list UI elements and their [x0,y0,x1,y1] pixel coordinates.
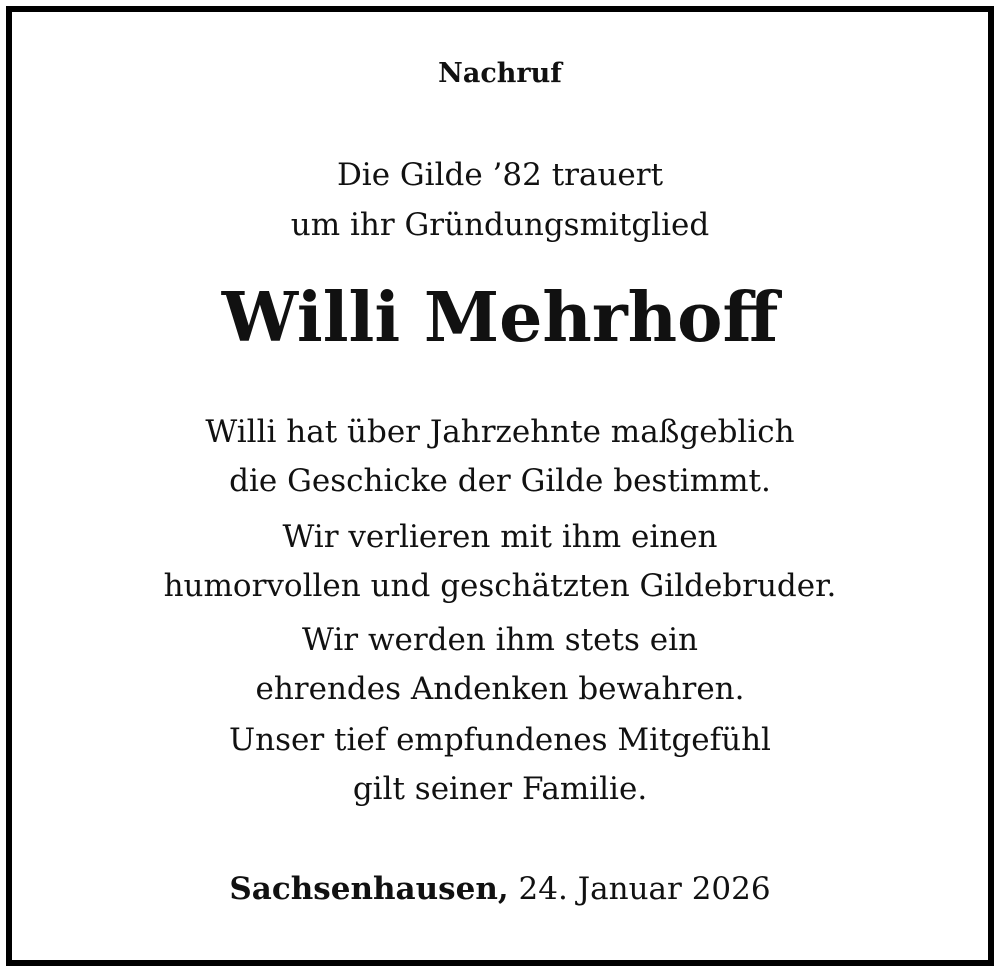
tribute-paragraph [12,616,988,714]
paragraph-line: Wir werden ihm stets ein [302,622,698,658]
paragraph-line: ehrendes Andenken bewahren. [255,671,745,707]
notice-intro [12,150,988,250]
paragraph-line: Willi hat über Jahrzehnte maßgeblich [205,414,795,450]
tribute-paragraph [12,716,988,814]
notice-heading: Nachruf [438,58,562,89]
tribute-paragraph [12,408,988,506]
place-name: Sachsenhausen, [229,871,509,907]
deceased-name: Willi Mehrhoff [221,278,779,358]
paragraph-line: die Geschicke der Gilde bestimmt. [229,463,771,499]
intro-line: um ihr Gründungsmitglied [290,207,710,243]
intro-line: Die Gilde ’82 trauert [336,157,664,193]
paragraph-line: humorvollen und geschätzten Gildebruder. [163,568,837,604]
paragraph-line: Wir verlieren mit ihm einen [282,519,718,555]
obituary-notice [6,6,994,966]
tribute-paragraph [12,513,988,611]
paragraph-line: Unser tief empfundenes Mitgefühl [229,722,771,758]
paragraph-line: gilt seiner Familie. [352,771,648,807]
notice-date: 24. Januar 2026 [518,871,771,907]
place-and-date [12,865,988,913]
